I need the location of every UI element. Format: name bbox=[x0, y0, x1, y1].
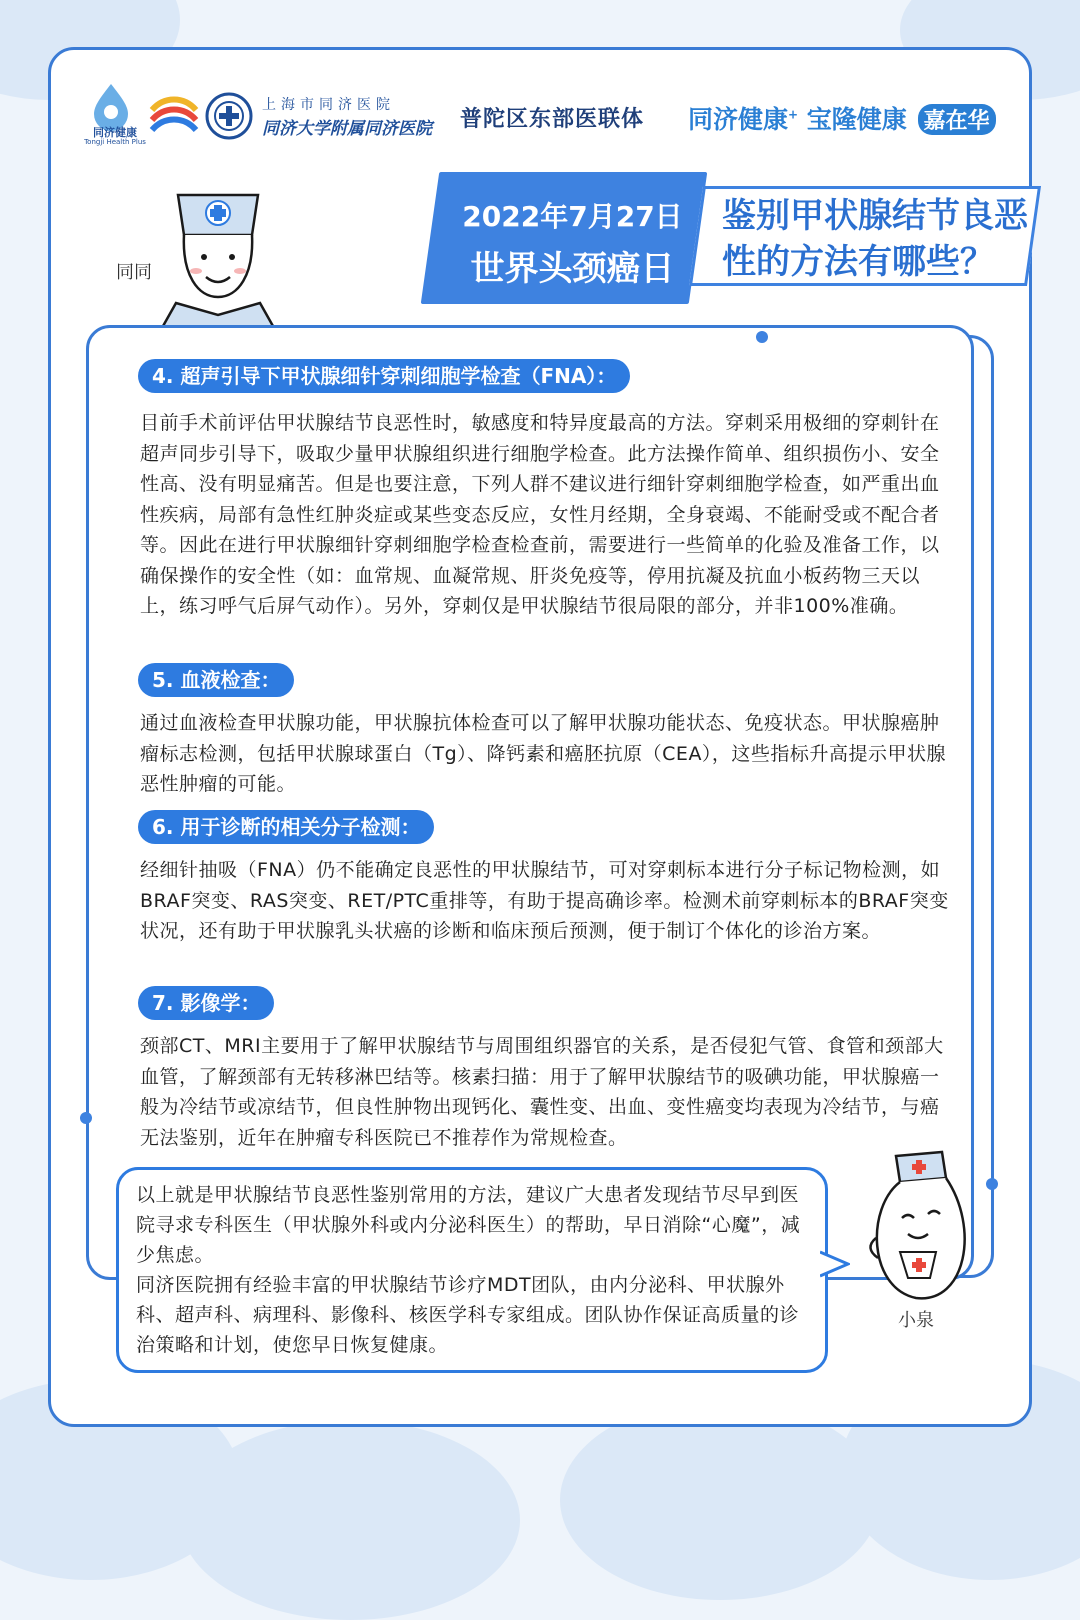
hospital-name-line2: 同济大学附属同济医院 bbox=[262, 119, 432, 139]
tongji-logo-text: 同济健康 bbox=[93, 126, 137, 139]
background-cloud bbox=[180, 1420, 520, 1620]
bubble-paragraph-1: 以上就是甲状腺结节良恶性鉴别常用的方法，建议广大患者发现结节尽早到医院寻求专科医生（甲状腺外科或内分泌科医生）的帮助，早日消除“心魔”，减少焦虑。 bbox=[136, 1184, 801, 1266]
section-7-heading: 7. 影像学： bbox=[138, 986, 274, 1020]
title-date-block bbox=[445, 195, 700, 290]
frame-dot bbox=[986, 1178, 998, 1190]
swirl-logo-icon bbox=[146, 88, 202, 144]
section-5-heading: 5. 血液检查： bbox=[138, 663, 294, 697]
mascot-name-label: 小泉 bbox=[898, 1310, 934, 1331]
mascot-character-icon bbox=[856, 1148, 986, 1318]
section-4-heading: 4. 超声引导下甲状腺细针穿刺细胞学检查（FNA）： bbox=[138, 359, 630, 393]
doctor-character-icon bbox=[148, 185, 288, 335]
doctor-name-label: 同同 bbox=[116, 262, 152, 283]
title-date: 2022年7月27日 bbox=[462, 200, 683, 233]
header-logos bbox=[80, 80, 1010, 155]
tongji-logo-subtext: Tongji Health Plus bbox=[84, 138, 146, 146]
title-day: 世界头颈癌日 bbox=[470, 249, 675, 289]
speech-bubble-tail-icon bbox=[820, 1250, 850, 1280]
section-6-heading: 6. 用于诊断的相关分子检测： bbox=[138, 810, 434, 844]
speech-bubble-text bbox=[136, 1180, 806, 1360]
section-6-body: 经细针抽吸（FNA）仍不能确定良恶性的甲状腺结节，可对穿刺标本进行分子标记物检测，如BRAF突变、RAS突变、RET/PTC重排等，有助于提高确诊率。检测术前穿刺标本的BRAF突变状况，还有助于甲状腺乳头状癌的诊断和临床预后预测，便于制订个体化的诊治方案。 bbox=[140, 859, 949, 942]
hospital-name-line1: 上海市同济医院 bbox=[262, 97, 395, 113]
section-5-body: 通过血液检查甲状腺功能，甲状腺抗体检查可以了解甲状腺功能状态、免疫状态。甲状腺癌肿瘤标志检测，包括甲状腺球蛋白（Tg）、降钙素和癌胚抗原（CEA），这些指标升高提示甲状腺恶性肿瘤的可能。 bbox=[140, 712, 946, 795]
frame-dot bbox=[80, 1112, 92, 1124]
bubble-paragraph-2: 同济医院拥有经验丰富的甲状腺结节诊疗MDT团队，由内分泌科、甲状腺外科、超声科、病理科、影像科、核医学科专家组成。团队协作保证高质量的诊治策略和计划，使您早日恢复健康。 bbox=[136, 1274, 800, 1356]
brand-tongji-health: 同济健康 bbox=[688, 105, 789, 134]
brand-logos-right: 同济健康+ 宝隆健康 嘉在华 bbox=[688, 100, 996, 136]
background-cloud bbox=[560, 1400, 880, 1600]
section-4-body: 目前手术前评估甲状腺结节良恶性时，敏感度和特异度最高的方法。穿刺采用极细的穿刺针在超声同步引导下，吸取少量甲状腺组织进行细胞学检查。此方法操作简单、组织损伤小、安全性高、没有明显痛苦。但是也要注意，下列人群不建议进行细针穿刺细胞学检查，如严重出血性疾病，局部有急性红肿炎症或某些变态反应，女性月经期，全身衰竭、不能耐受或不配合者等。因此在进行甲状腺细针穿刺细胞学检查检查前，需要进行一些简单的化验及准备工作，以确保操作的安全性（如：血常规、血凝常规、肝炎免疫等，停用抗凝及抗血小板药物三天以上，练习呼气后屏气动作）。另外，穿刺仅是甲状腺结节很局限的部分，并非100%准确。 bbox=[140, 412, 940, 617]
brand-baolong-health: 宝隆健康 bbox=[806, 105, 907, 134]
brand-badge: 嘉在华 bbox=[918, 104, 996, 135]
putuo-alliance-name: 普陀区东部医联体 bbox=[460, 106, 645, 132]
title-question: 鉴别甲状腺结节良恶性的方法有哪些？ bbox=[722, 196, 1028, 282]
section-7-body: 颈部CT、MRI主要用于了解甲状腺结节与周围组织器官的关系，是否侵犯气管、食管和颈部大血管，了解颈部有无转移淋巴结等。核素扫描：用于了解甲状腺结节的吸碘功能，甲状腺癌一般为冷结节或凉结节，但良性肿物出现钙化、囊性变、出血、变性癌变均表现为冷结节，与癌无法鉴别，近年在肿瘤专科医院已不推荐作为常规检查。 bbox=[140, 1035, 944, 1149]
hospital-seal-icon bbox=[205, 92, 253, 140]
frame-dot bbox=[756, 331, 768, 343]
